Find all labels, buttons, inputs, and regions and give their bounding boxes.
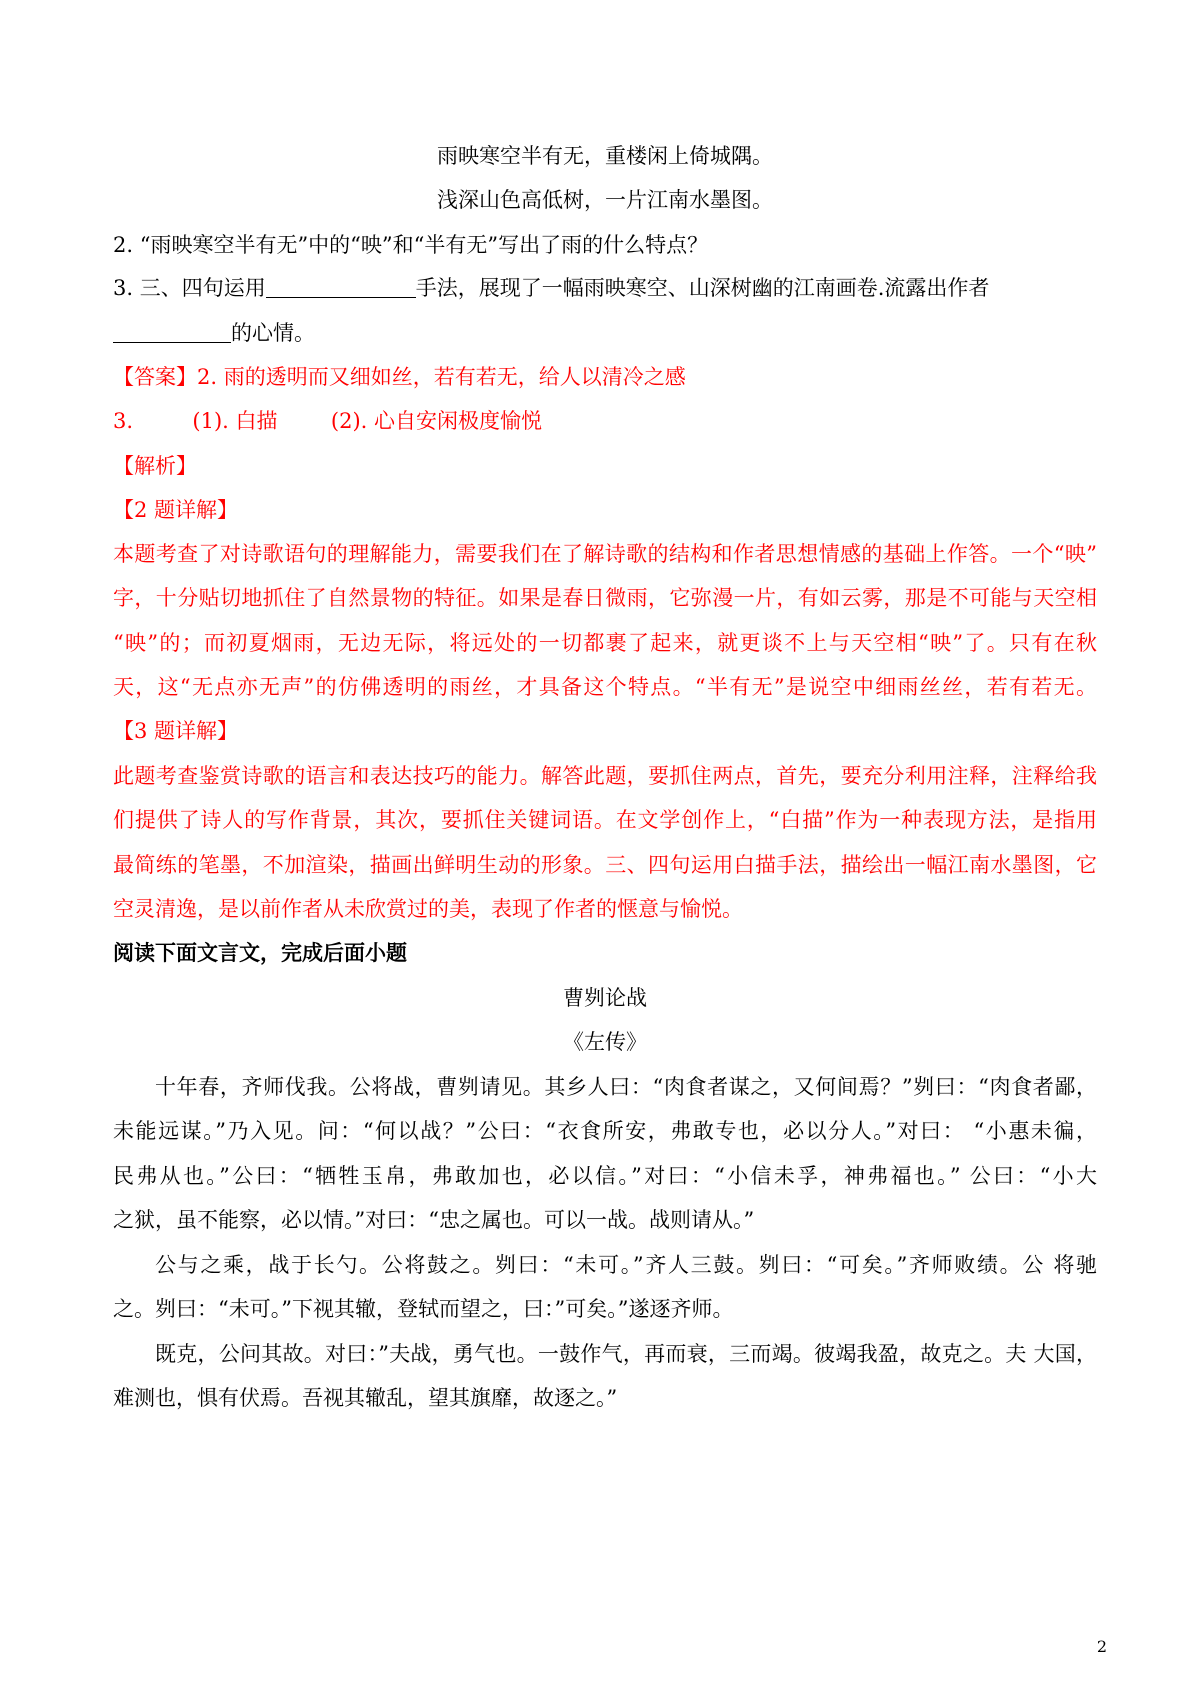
detail-3-line: 空灵清逸，是以前作者从未欣赏过的美，表现了作者的惬意与愉悦。 [113,897,743,921]
passage-p1-line: 十年春，齐师伐我。公将战，曹刿请见。其乡人曰：“肉食者谋之，又何间焉？”刿曰：“肉食者鄙， [155,1075,1097,1099]
poem-line-2: 浅深山色高低树，一片江南水墨图。 [437,188,773,212]
question-3-prefix: 3. 三、四句运用 [113,276,266,300]
question-3-end: 的心情。 [231,321,315,345]
answer-line-3 [113,406,542,436]
detail-2-line: 字，十分贴切地抓住了自然景物的特征。如果是春日微雨，它弥漫一片，有如云雾，那是不可能与天空相 [113,586,1097,610]
analysis-label: 【解析】 [113,454,197,478]
passage-p1-line: 未能远谋。”乃入见。问：“何以战？”公曰：“衣食所安，弗敢专也，必以分人。”对曰： “小惠未徧， [113,1119,1097,1143]
question-3-text: 手法，展现了一幅雨映寒空、山深树幽的江南画卷.流露出作者 [415,276,990,300]
detail-2-line: 本题考查了对诗歌语句的理解能力，需要我们在了解诗歌的结构和作者思想情感的基础上作答。一个“映” [113,542,1097,566]
passage-title: 曹刿论战 [563,986,647,1010]
passage-p2-line: 之。刿曰：“未可。”下视其辙，登轼而望之，曰：”可矣。”遂逐齐师。 [113,1297,734,1321]
detail-3-label: 【3 题详解】 [113,719,239,743]
detail-2-line: 天，这“无点亦无声”的仿佛透明的雨丝，才具备这个特点。“半有无”是说空中细雨丝丝，若有若无。 [113,675,1097,699]
question-2: 2. “雨映寒空半有无”中的“映”和“半有无”写出了雨的什么特点？ [113,233,709,257]
answer-3-part-1: (1). 白描 [192,409,278,433]
page-number: 2 [1096,1637,1107,1656]
passage-p3-line: 难测也，惧有伏焉。吾视其辙乱，望其旗靡，故逐之。” [113,1386,618,1410]
poem-line-1: 雨映寒空半有无，重楼闲上倚城隅。 [437,144,773,168]
answer-blank-2 [113,320,231,343]
detail-3-line: 最简练的笔墨，不加渲染，描画出鲜明生动的形象。三、四句运用白描手法，描绘出一幅江南水墨图，它 [113,853,1097,877]
question-3 [113,273,989,303]
passage-p1-line: 民弗从也。”公曰：“牺牲玉帛，弗敢加也，必以信。”对曰：“小信未孚，神弗福也。” 公曰：“小大 [113,1164,1097,1188]
answer-3-part-2: (2). 心自安闲极度愉悦 [330,409,543,433]
detail-3-line: 此题考查鉴赏诗歌的语言和表达技巧的能力。解答此题，要抓住两点，首先，要充分利用注释，注释给我 [113,764,1097,788]
answer-2: 2. 雨的透明而又细如丝，若有若无，给人以清冷之感 [197,365,686,389]
answer-3-number: 3. [113,409,134,433]
passage-p3-line: 既克，公问其故。对曰：”夫战，勇气也。一鼓作气，再而衰，三而竭。彼竭我盈，故克之。夫 大国， [155,1342,1097,1366]
answer-line-2 [113,362,686,392]
detail-3-line: 们提供了诗人的写作背景，其次，要抓住关键词语。在文学创作上，“白描”作为一种表现方法，是指用 [113,808,1097,832]
detail-2-label: 【2 题详解】 [113,498,239,522]
section-instruction: 阅读下面文言文，完成后面小题 [113,940,407,965]
answer-blank-1 [266,275,416,298]
passage-p1-line: 之狱，虽不能察，必以情。”对曰：“忠之属也。可以一战。战则请从。” [113,1208,755,1232]
passage-source: 《左传》 [563,1030,647,1054]
answer-label: 【答案】 [113,365,197,389]
question-3-continued [113,318,315,348]
detail-2-line: “映”的；而初夏烟雨，无边无际，将远处的一切都裹了起来，就更谈不上与天空相“映”了。只有在秋 [113,631,1097,655]
passage-p2-line: 公与之乘，战于长勺。公将鼓之。刿曰：“未可。”齐人三鼓。刿曰：“可矣。”齐师败绩。公 将驰 [155,1253,1097,1277]
